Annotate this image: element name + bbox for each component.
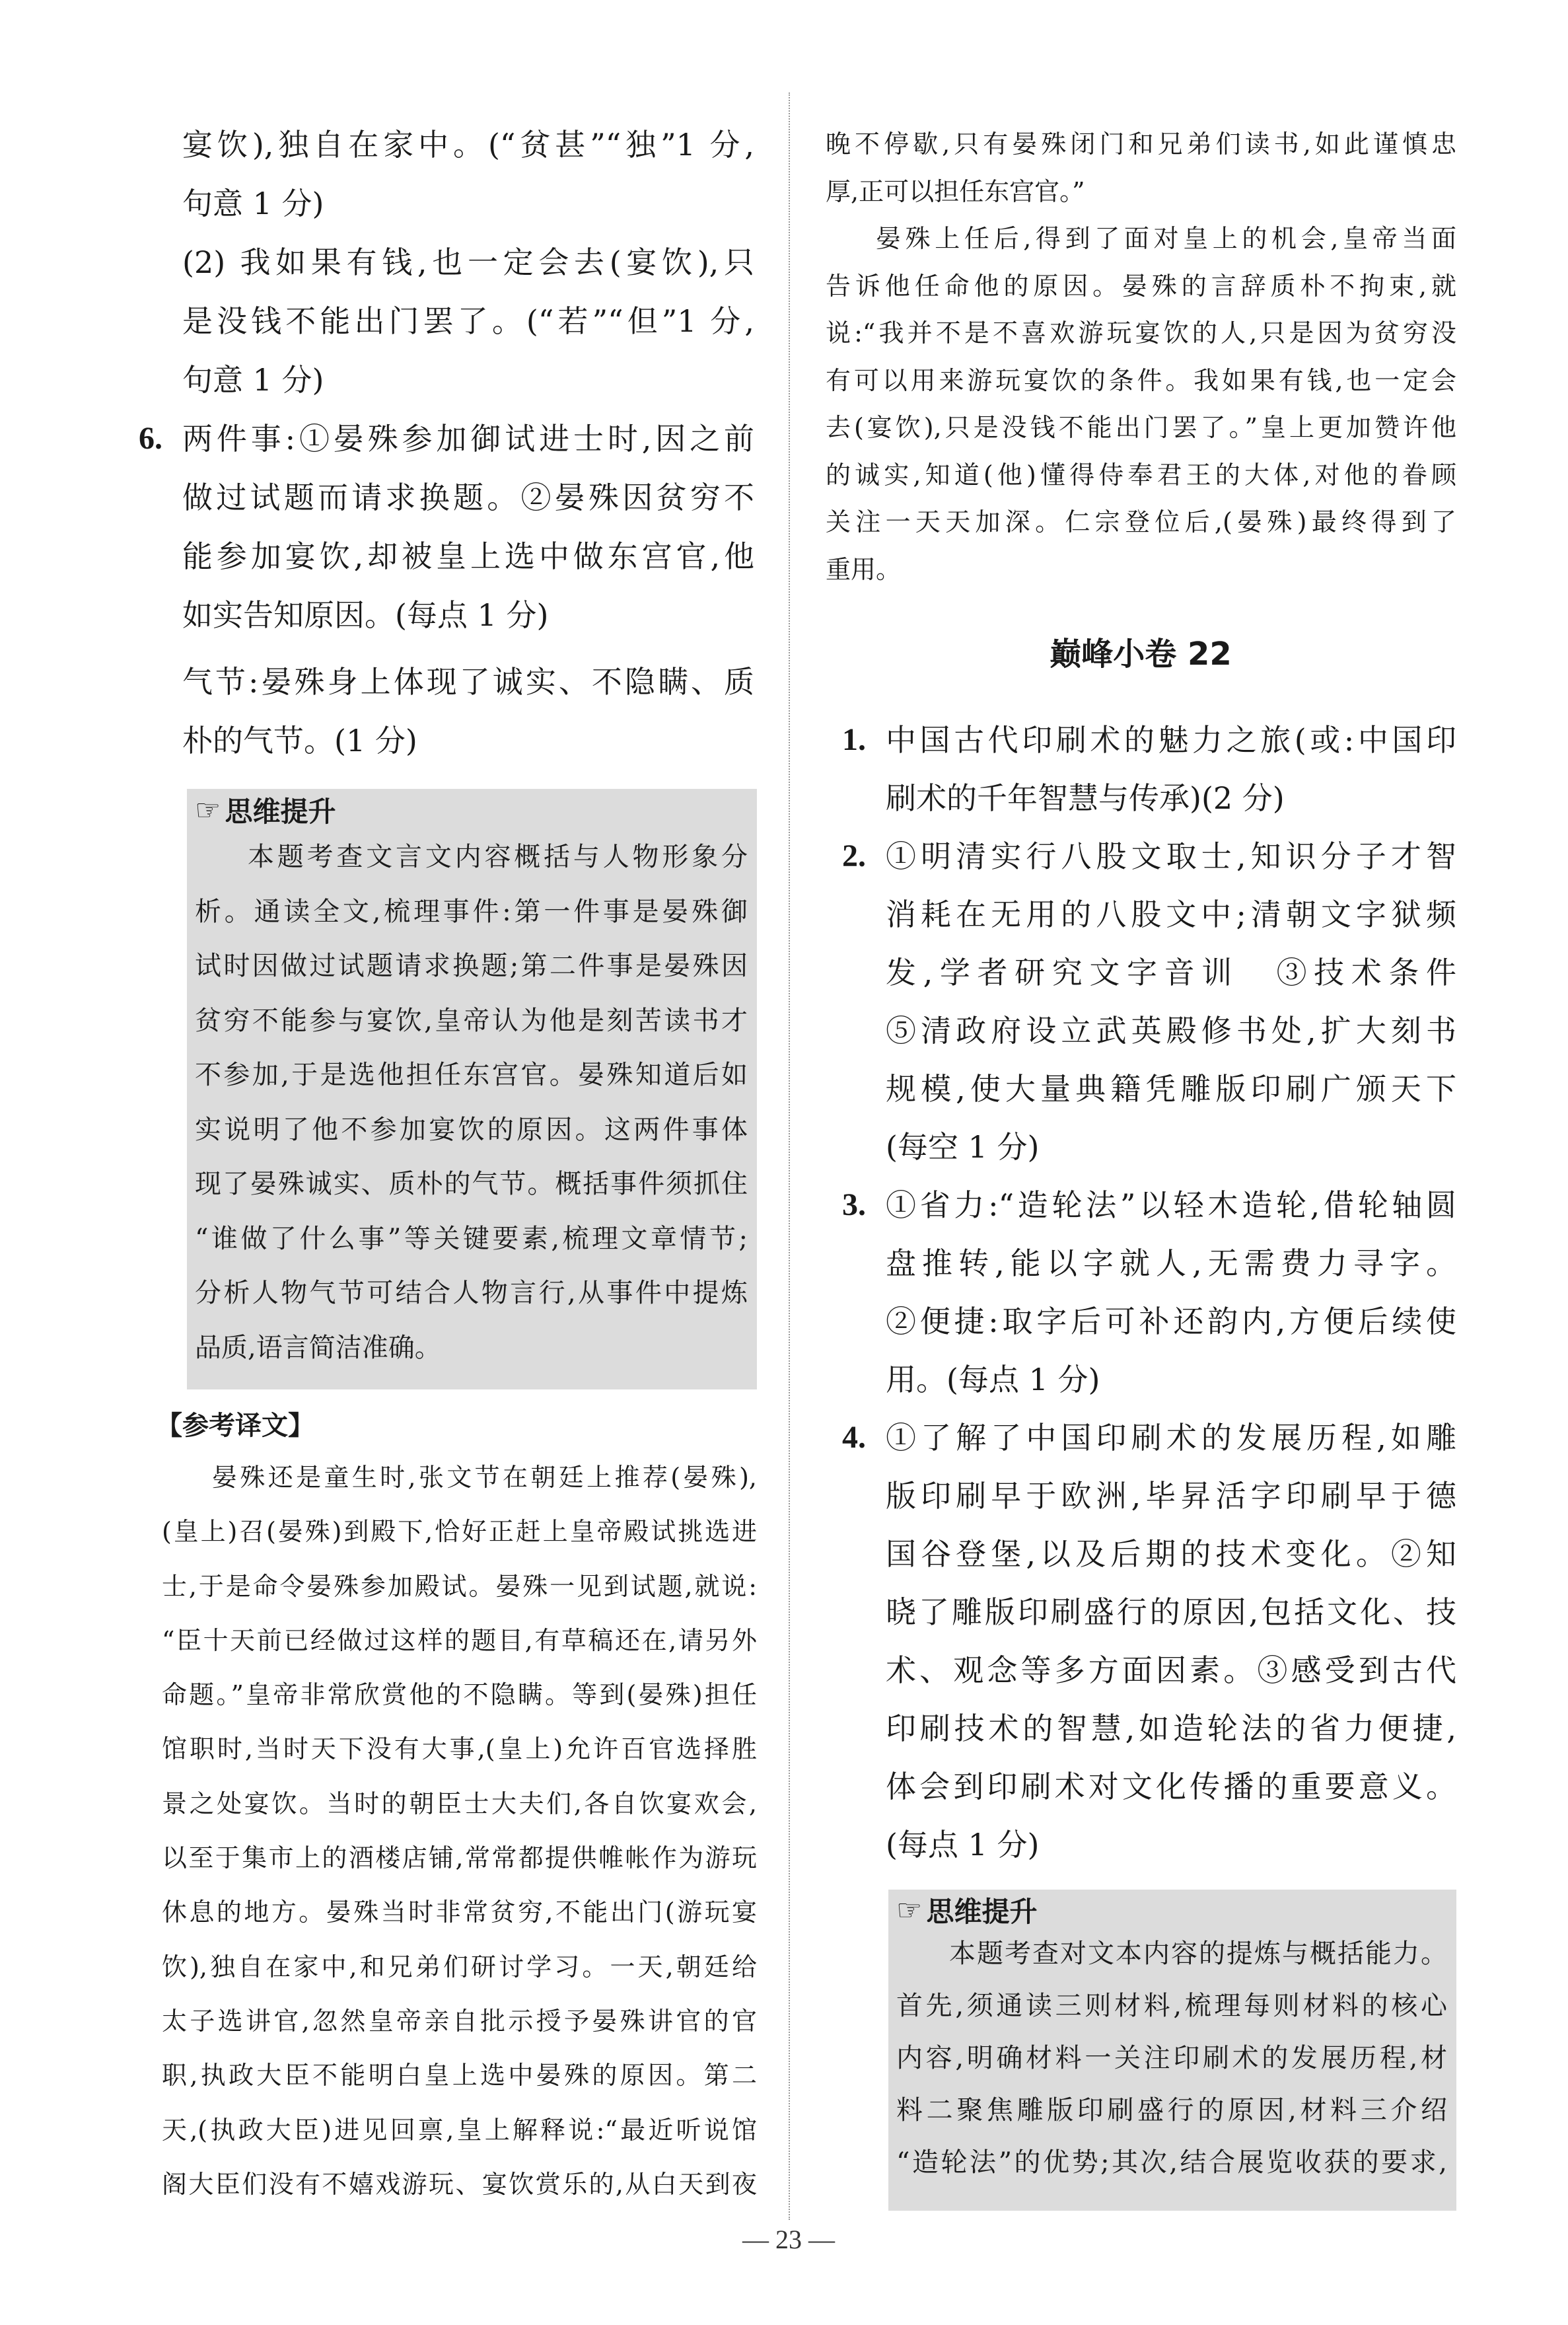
- translation-heading: 【参考译文】: [156, 1411, 314, 1441]
- text-line: 版印刷早于欧洲,毕昇活字印刷早于德: [886, 1478, 1456, 1514]
- text-line: 重用。: [826, 554, 902, 584]
- text-line: 厚,正可以担任东宫官。”: [826, 176, 1085, 206]
- text-line: 晏殊上任后,得到了面对皇上的机会,皇帝当面: [876, 224, 1456, 253]
- text-line: 发,学者研究文字音训 ③技术条件: [886, 955, 1456, 990]
- box-header: [896, 1892, 1447, 1928]
- text-line: 能参加宴饮,却被皇上选中做东宫官,他: [182, 538, 754, 574]
- text-line: 首先,须通读三则材料,梳理每则材料的核心: [896, 1991, 1447, 2021]
- right-answers: [842, 711, 1456, 1874]
- thinking-box-2: [888, 1890, 1456, 2211]
- thinking-box-1: [187, 789, 757, 1389]
- text-line: 宴饮),独自在家中。(“贫甚”“独”1 分,: [182, 127, 754, 163]
- text-line: 的诚实,知道(他)懂得侍奉君王的大体,对他的眷顾: [826, 460, 1456, 490]
- text-line: (每空 1 分): [886, 1129, 1040, 1165]
- answer-item: [842, 1409, 1456, 1874]
- text-line: 馆职时,当时天下没有大事,(皇上)允许百官选择胜: [162, 1734, 757, 1764]
- text-line: “谁做了什么事”等关键要素,梳理文章情节;: [195, 1223, 748, 1254]
- text-line: 如实告知原因。(每点 1 分): [182, 597, 549, 633]
- text-line: 消耗在无用的八股文中;清朝文字狱频: [886, 897, 1456, 932]
- column-divider: [789, 92, 790, 2220]
- text-line: 太子选讲官,忽然皇帝亲自批示授予晏殊讲官的官: [162, 2006, 757, 2036]
- text-line: 以至于集市上的酒楼店铺,常常都提供帷帐作为游玩: [162, 1843, 757, 1873]
- text-line: 天,(执政大臣)进见回禀,皇上解释说:“最近听说馆: [162, 2115, 757, 2145]
- answer-item: [842, 711, 1456, 827]
- text-line: 是没钱不能出门罢了。(“若”“但”1 分,: [182, 303, 754, 339]
- text-line: 晏殊还是童生时,张文节在朝廷上推荐(晏殊),: [212, 1463, 757, 1492]
- answer-item: [842, 827, 1456, 1176]
- text-line: 句意 1 分): [182, 362, 324, 398]
- translation-left: [162, 1450, 757, 2211]
- text-line: “臣十天前已经做过这样的题目,有草稿还在,请另外: [162, 1625, 757, 1655]
- text-line: (皇上)召(晏殊)到殿下,恰好正赶上皇帝殿试挑选进: [162, 1517, 757, 1547]
- text-line: ①明清实行八股文取士,知识分子才智: [886, 838, 1456, 874]
- text-line: ⑤清政府设立武英殿修书处,扩大刻书: [886, 1013, 1456, 1049]
- text-line: 职,执政大臣不能明白皇上选中晏殊的原因。第二: [162, 2061, 757, 2090]
- box-header-label: 思维提升: [225, 795, 336, 828]
- text-line: 印刷技术的智慧,如造轮法的省力便捷,: [886, 1711, 1456, 1746]
- text-line: 现了晏殊诚实、质朴的气节。概括事件须抓住: [195, 1169, 748, 1199]
- text-line: 饮),独自在家中,和兄弟们研讨学习。一天,朝廷给: [162, 1952, 757, 1981]
- thumb-pointing-icon: ☞: [195, 793, 221, 827]
- item-number: 4.: [842, 1420, 866, 1455]
- text-line: 刷术的千年智慧与传承)(2 分): [886, 780, 1285, 816]
- translation-right: [826, 121, 1456, 593]
- section-title: 巅峰小卷 22: [1050, 636, 1232, 673]
- text-line: 本题考查文言文内容概括与人物形象分: [248, 842, 748, 872]
- text-line: “造轮法”的优势;其次,结合展览收获的要求,: [896, 2147, 1447, 2178]
- text-line: 用。(每点 1 分): [886, 1362, 1100, 1397]
- text-line: 本题考查对文本内容的提炼与概括能力。: [949, 1938, 1447, 1969]
- text-line: 盘推转,能以字就人,无需费力寻字。: [886, 1245, 1456, 1281]
- text-line: 分析人物气节可结合人物言行,从事件中提炼: [195, 1278, 748, 1308]
- text-line: 气节:晏殊身上体现了诚实、不隐瞒、质: [182, 664, 754, 700]
- text-line: 说:“我并不是不喜欢游玩宴饮的人,只是因为贫穷没: [826, 318, 1456, 348]
- text-line: ②便捷:取字后可补还韵内,方便后续使: [886, 1304, 1456, 1339]
- text-line: 告诉他任命他的原因。晏殊的言辞质朴不拘束,就: [826, 271, 1456, 301]
- item-number: 6.: [139, 421, 162, 456]
- page-number: — 23 —: [742, 2225, 835, 2254]
- box-header: [195, 792, 748, 829]
- item-number: 1.: [842, 722, 866, 757]
- left-answers: [139, 116, 754, 770]
- text-line: 不参加,于是选他担任东宫官。晏殊知道后如: [195, 1060, 748, 1090]
- text-line: 关注一天天加深。仁宗登位后,(晏殊)最终得到了: [826, 507, 1456, 536]
- answer-item: [182, 653, 754, 770]
- text-line: 贫穷不能参与宴饮,皇帝认为他是刻苦读书才: [195, 1005, 748, 1036]
- text-line: 晚不停歇,只有晏殊闭门和兄弟们读书,如此谨慎忠: [826, 129, 1456, 159]
- text-line: 做过试题而请求换题。②晏殊因贫穷不: [182, 480, 754, 515]
- item-number: 2.: [842, 838, 866, 873]
- text-line: 去(宴饮),只是没钱不能出门罢了。”皇上更加赞许他: [826, 413, 1456, 442]
- text-line: 国谷登堡,以及后期的技术变化。②知: [886, 1536, 1456, 1572]
- thumb-pointing-icon: ☞: [896, 1893, 923, 1927]
- text-line: (每点 1 分): [886, 1827, 1040, 1863]
- text-line: 中国古代印刷术的魅力之旅(或:中国印: [886, 722, 1456, 758]
- text-line: 命题。”皇帝非常欣赏他的不隐瞒。等到(晏殊)担任: [162, 1680, 757, 1710]
- text-line: 内容,明确材料一关注印刷术的发展历程,材: [896, 2043, 1447, 2073]
- text-line: 料二聚焦雕版印刷盛行的原因,材料三介绍: [896, 2095, 1447, 2125]
- text-line: ①了解了中国印刷术的发展历程,如雕: [886, 1420, 1456, 1456]
- text-line: 品质,语言简洁准确。: [195, 1332, 441, 1363]
- text-line: 试时因做过试题请求换题;第二件事是晏殊因: [195, 951, 748, 981]
- text-line: 晓了雕版印刷盛行的原因,包括文化、技: [886, 1594, 1456, 1630]
- text-line: ①省力:“造轮法”以轻木造轮,借轮轴圆: [886, 1187, 1456, 1223]
- text-line: 体会到印刷术对文化传播的重要意义。: [886, 1769, 1456, 1804]
- box-body: [195, 830, 748, 1375]
- answer-item: [182, 116, 754, 233]
- text-line: 两件事:①晏殊参加御试进士时,因之前: [182, 421, 754, 457]
- text-line: 术、观念等多方面因素。③感受到古代: [886, 1652, 1456, 1688]
- box-body: [896, 1928, 1447, 2189]
- text-line: 士,于是命令晏殊参加殿试。晏殊一见到试题,就说:: [162, 1571, 757, 1601]
- box-header-label: 思维提升: [926, 1896, 1038, 1928]
- text-line: 规模,使大量典籍凭雕版印刷广颁天下: [886, 1071, 1456, 1107]
- item-number: 3.: [842, 1187, 866, 1222]
- text-line: 景之处宴饮。当时的朝臣士大夫们,各自饮宴欢会,: [162, 1789, 757, 1818]
- answer-item: [139, 410, 754, 645]
- text-line: 朴的气节。(1 分): [182, 723, 417, 758]
- answer-item: [182, 233, 754, 410]
- text-line: 析。通读全文,梳理事件:第一件事是晏殊御: [195, 896, 748, 927]
- text-line: 休息的地方。晏殊当时非常贫穷,不能出门(游玩宴: [162, 1898, 757, 1927]
- text-line: 有可以用来游玩宴饮的条件。我如果有钱,也一定会: [826, 365, 1456, 395]
- answer-item: [842, 1176, 1456, 1409]
- text-line: 阁大臣们没有不嬉戏游玩、宴饮赏乐的,从白天到夜: [162, 2169, 757, 2199]
- text-line: 句意 1 分): [182, 186, 324, 221]
- text-line: (2) 我如果有钱,也一定会去(宴饮),只: [182, 244, 754, 280]
- text-line: 实说明了他不参加宴饮的原因。这两件事体: [195, 1114, 748, 1145]
